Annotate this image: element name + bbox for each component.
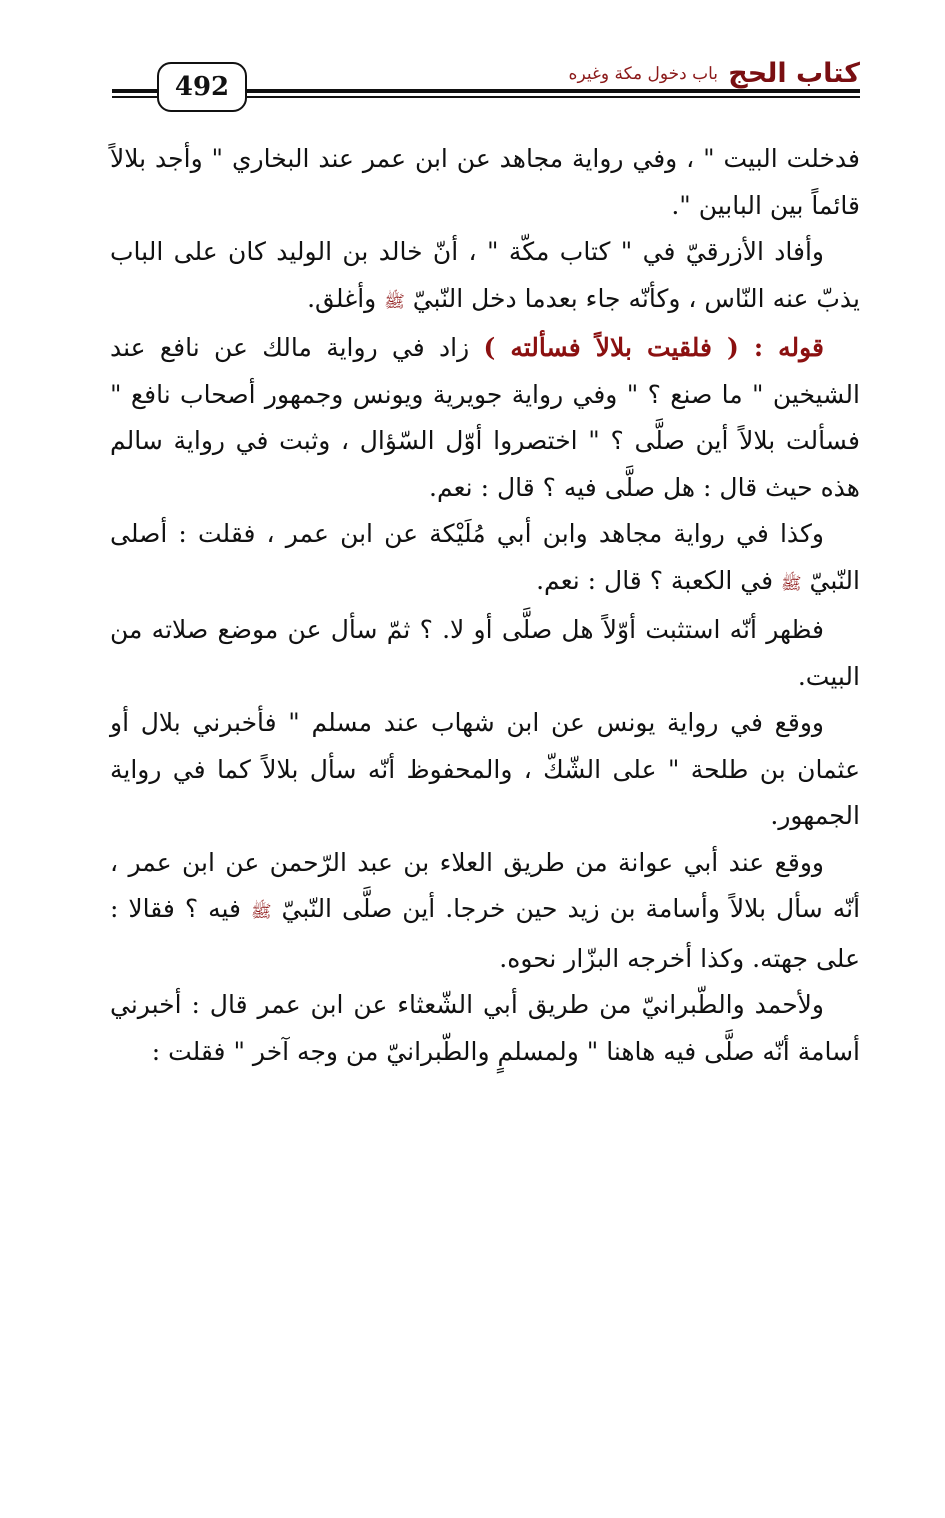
paragraph-2-text: وأفاد الأزرقيّ في " كتاب مكّة " ، أنّ خالد بن الوليد كان على الباب يذبّ عنه النّاس ، وكأنّه جاء بعدما دخل النّبيّ [110,237,860,313]
page-number-text: 492 [174,72,230,102]
paragraph-2-end: وأغلق. [307,283,377,313]
paragraph-8: ولأحمد والطّبرانيّ من طريق أبي الشّعثاء عن ابن عمر قال : أخبرني أسامة أنّه صلَّى فيه هاهنا " ولمسلمٍ والطّبرانيّ من وجه آخر " فقلت : [110,990,860,1066]
paragraph-3-text: زاد في رواية مالك عن نافع عند الشيخين " ما صنع ؟ " وفي رواية جويرية ويونس وجمهور أصحاب نافع " فسألت بلالاً أين صلَّى ؟ " اختصروا أوّل السّؤال ، وثبت في رواية سالم هذه حيث قال : هل صلَّى فيه ؟ قال : نعم. [110,333,860,502]
paragraph-6: ووقع في رواية يونس عن ابن شهاب عند مسلم " فأخبرني بلال أو عثمان بن طلحة " على الشّكّ ، والمحفوظ أنّه سأل بلالاً كما في رواية الجمهور. [110,708,860,830]
book-title: كتاب الحج [728,58,860,89]
paragraph-4-end: في الكعبة ؟ قال : نعم. [536,565,774,595]
paragraph-1: فدخلت البيت " ، وفي رواية مجاهد عن ابن عمر عند البخاري " وأجد بلالاً قائماً بين البابين ". [110,144,860,220]
body-text [110,136,860,1075]
paragraph-7 [110,840,860,983]
paragraph-3 [110,325,860,511]
paragraph-4 [110,511,860,607]
page-number [157,62,247,112]
paragraph-2 [110,229,860,325]
paragraph-4-text: وكذا في رواية مجاهد وابن أبي مُلَيْكة عن ابن عمر ، فقلت : أصلى النّبيّ [110,519,860,595]
paragraph-7-text: ووقع عند أبي عوانة من طريق العلاء بن عبد الرّحمن عن ابن عمر ، أنّه سأل بلالاً وأسامة بن زيد حين خرجا. أين صلَّى النّبيّ [110,847,861,923]
salawat-glyph: ﷺ [384,291,405,312]
page-header [112,52,860,122]
chapter-title: باب دخول مكة وغيره [568,64,718,84]
quoted-phrase: قوله : ( فلقيت بلالاً فسألته ) [483,333,824,362]
paragraph-5: فظهر أنّه استثبت أوّلاً هل صلَّى أو لا. ؟ ثمّ سأل عن موضع صلاته من البيت. [110,615,860,691]
salawat-glyph: ﷺ [250,902,272,922]
salawat-glyph: ﷺ [781,573,802,594]
paragraph-7-end: فيه ؟ فقالا : على جهته. وكذا أخرجه البزّار نحوه. [110,894,860,973]
